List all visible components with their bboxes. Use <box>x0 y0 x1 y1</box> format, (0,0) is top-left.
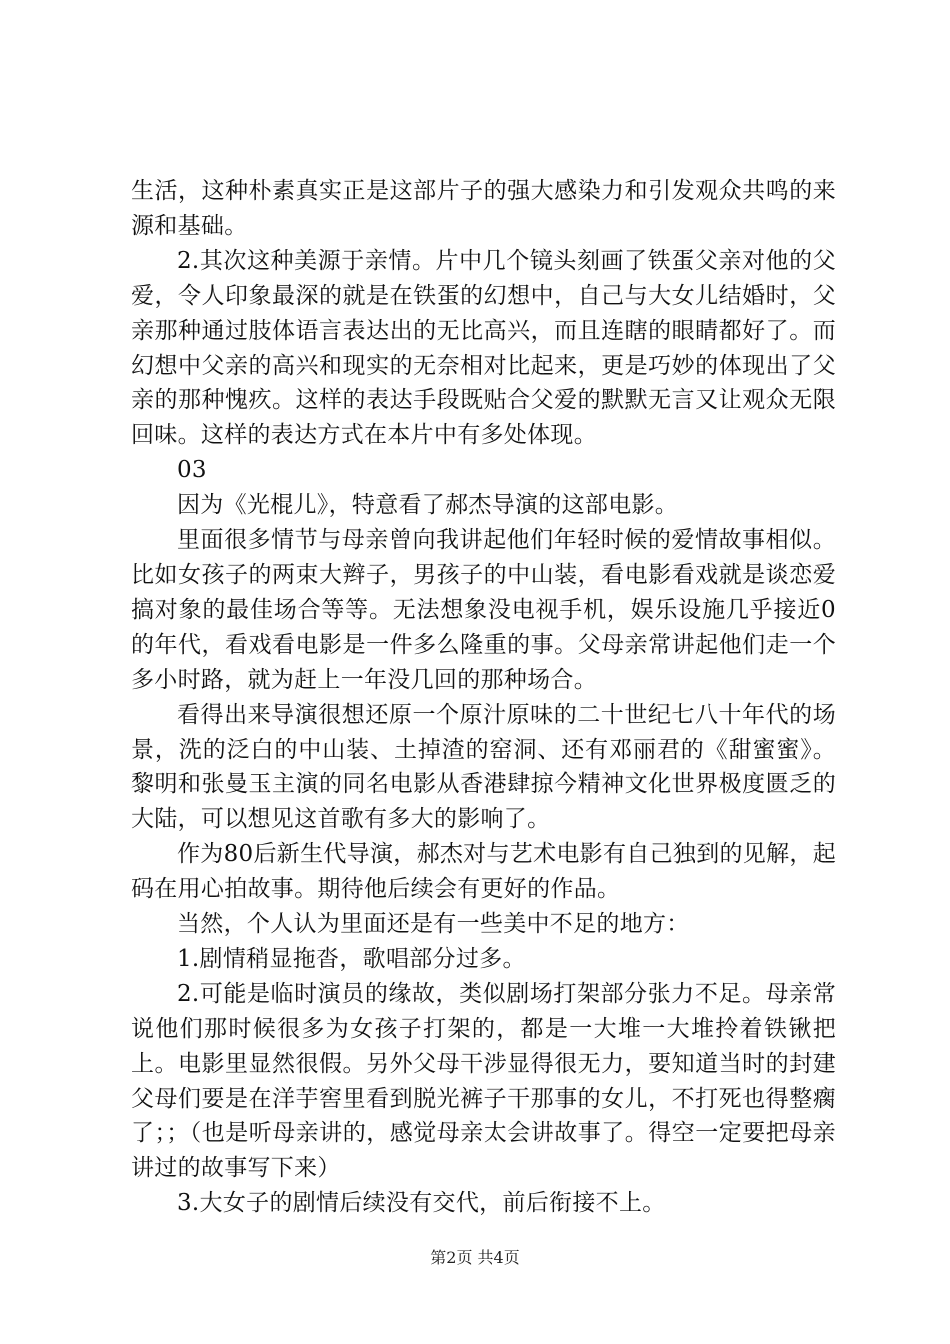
list-item-3: 3.大女子的剧情后续没有交代，前后衔接不上。 <box>177 1190 666 1217</box>
paragraph-5: 看得出来导演很想还原一个原汁原味的二十世纪七八十年代的场景，洗的泛白的中山装、土掉渣的窑洞、还有邓丽君的《甜蜜蜜》。黎明和张曼玉主演的同名电影从香港肆掠今精神文化世界极度匮乏的大陆，可以想见这首歌有多大的影响了。 <box>131 701 836 833</box>
list-item-1: 1.剧情稍显拖沓，歌唱部分过多。 <box>177 945 526 972</box>
paragraph-1: 生活，这种朴素真实正是这部片子的强大感染力和引发观众共鸣的来源和基础。 <box>131 178 836 239</box>
section-number: 03 <box>177 457 207 484</box>
paragraph-7: 当然，个人认为里面还是有一些美中不足的地方： <box>177 911 690 938</box>
page-footer <box>0 1245 950 1268</box>
paragraph-2: 2.其次这种美源于亲情。片中几个镜头刻画了铁蛋父亲对他的父爱，令人印象最深的就是在铁蛋的幻想中，自己与大女儿结婚时，父亲那种通过肢体语言表达出的无比高兴，而且连瞎的眼睛都好了。而幻想中父亲的高兴和现实的无奈相对比起来，更是巧妙的体现出了父亲的那种愧疚。这样的表达手段既贴合父爱的默默无言又让观众无限回味。这样的表达方式在本片中有多处体现。 <box>131 247 836 449</box>
list-item-2: 2.可能是临时演员的缘故，类似剧场打架部分张力不足。母亲常说他们那时候很多为女孩子打架的，都是一大堆一大堆拎着铁锹把上。电影里显然很假。另外父母干涉显得很无力，要知道当时的封建父母们要是在洋芋窖里看到脱光裤子干那事的女儿，不打死也得整瘸了；；（也是听母亲讲的，感觉母亲太会讲故事了。得空一定要把母亲讲过的故事写下来） <box>131 980 836 1182</box>
paragraph-4: 里面很多情节与母亲曾向我讲起他们年轻时候的爱情故事相似。比如女孩子的两束大辫子，男孩子的中山装，看电影看戏就是谈恋爱搞对象的最佳场合等等。无法想象没电视手机，娱乐设施几乎接近0的年代，看戏看电影是一件多么隆重的事。父母亲常讲起他们走一个多小时路，就为赶上一年没几回的那种场合。 <box>131 527 836 693</box>
paragraph-3: 因为《光棍儿》，特意看了郝杰导演的这部电影。 <box>177 492 679 519</box>
document-body <box>131 174 836 1221</box>
paragraph-6: 作为80后新生代导演，郝杰对与艺术电影有自己独到的见解，起码在用心拍故事。期待他后续会有更好的作品。 <box>131 841 836 903</box>
page-number-label: 第2页 共4页 <box>430 1248 520 1267</box>
